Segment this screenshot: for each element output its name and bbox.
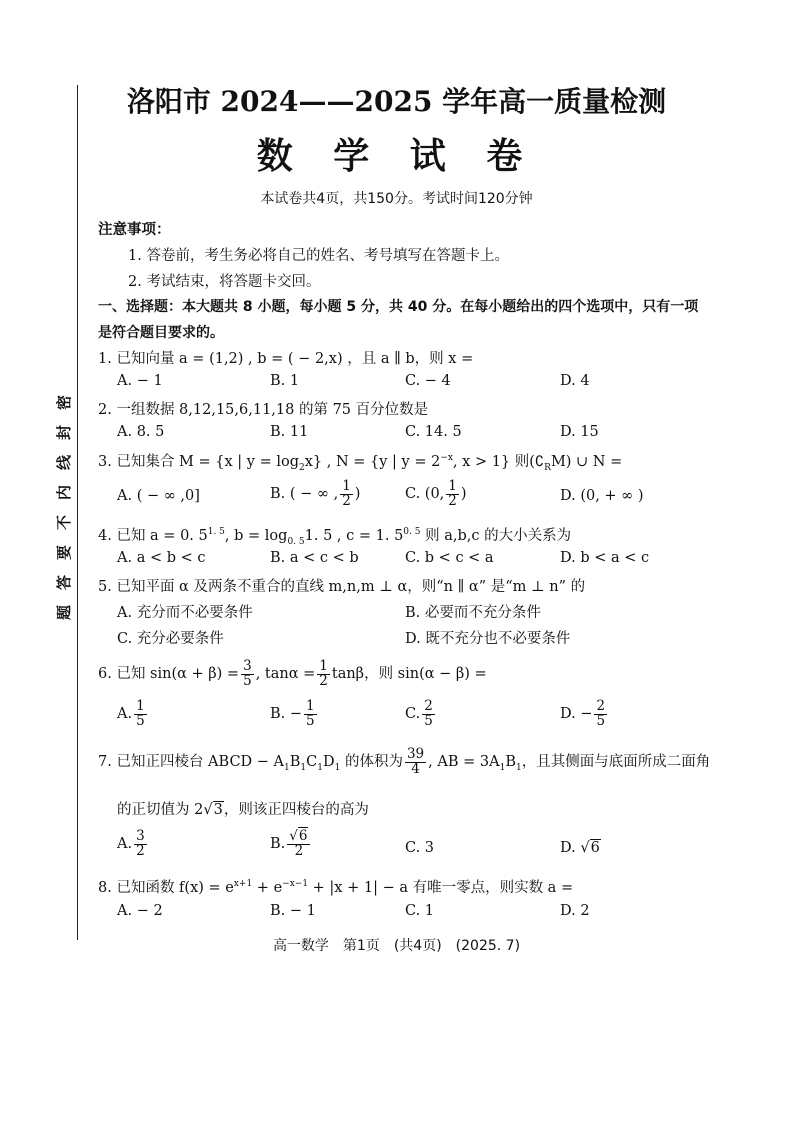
- denominator: 2: [319, 672, 328, 689]
- fraction: [287, 830, 310, 858]
- question-8-stem: [98, 876, 573, 897]
- seal-char: 要: [55, 544, 74, 561]
- page-footer: 高一数学 第1页 (共4页) (2025. 7): [272, 938, 521, 954]
- denominator: 2: [136, 842, 145, 859]
- q7-text: ，则该正四棱台的高为: [223, 802, 369, 818]
- sqrt-radicand: 3: [213, 802, 223, 818]
- seal-char: 不: [55, 514, 74, 531]
- question-7-stem-cont: 的正切值为 2√3，则该正四棱台的高为: [117, 802, 369, 818]
- numerator: 1: [136, 698, 145, 714]
- fraction: [134, 700, 147, 728]
- q2-option-d: D. 15: [560, 424, 599, 440]
- exam-info: 本试卷共4页，共150分。考试时间120分钟: [260, 191, 533, 207]
- q6-option-b: [270, 700, 319, 728]
- q3-b-text: ): [354, 486, 361, 502]
- denominator: 4: [411, 760, 420, 777]
- q4-option-b: B. a < c < b: [270, 550, 359, 566]
- seal-char: 密: [55, 394, 74, 411]
- q4-text: 1. 5 , c = 1. 5: [304, 528, 404, 544]
- q4-option-a: A. a < b < c: [117, 550, 206, 566]
- section-1-heading: 一、选择题：本大题共 8 小题，每小题 5 分，共 40 分。在每小题给出的四个选项中，只有一项: [98, 299, 699, 315]
- question-1-stem: 1. 已知向量 a = (1,2) , b = ( − 2,x) ，且 a ∥ b，则 x =: [98, 351, 474, 367]
- q8-option-a: A. − 2: [117, 903, 163, 919]
- q6-c-label: C.: [405, 706, 421, 722]
- numerator: √6: [287, 830, 310, 845]
- q6-text: tanβ，则 sin(α − β) =: [331, 666, 487, 682]
- q7-option-c: C. 3: [405, 840, 435, 856]
- q3-sub: 2: [298, 462, 305, 473]
- q5-option-b: B. 必要而不充分条件: [405, 605, 541, 621]
- q7-option-b: [270, 830, 312, 858]
- section-1-heading-cont: 是符合题目要求的。: [98, 325, 224, 341]
- q8-option-c: C. 1: [405, 903, 435, 919]
- q2-option-b: B. 11: [270, 424, 309, 440]
- q8-sup: x+1: [233, 879, 253, 890]
- q7-text: 的体积为: [340, 754, 403, 770]
- q5-option-d: D. 既不充分也不必要条件: [405, 631, 571, 647]
- q4-option-c: C. b < c < a: [405, 550, 494, 566]
- q7-text: C: [306, 754, 318, 770]
- q3-option-a: A. ( − ∞ ,0]: [117, 488, 200, 504]
- q6-d-label: D. −: [560, 706, 593, 722]
- question-6-stem: [98, 660, 487, 688]
- question-7-stem: [98, 748, 710, 776]
- fraction: [446, 480, 459, 508]
- q7-option-a: [117, 830, 149, 858]
- seal-char: 内: [55, 484, 74, 501]
- q1-option-b: B. 1: [270, 373, 300, 389]
- denominator: 5: [243, 672, 252, 689]
- q7-text: , AB = 3A: [428, 754, 500, 770]
- numerator: 2: [596, 698, 606, 714]
- notes-item-2: 2. 考试结束，将答题卡交回。: [128, 274, 321, 290]
- seal-char: 封: [55, 424, 74, 441]
- sqrt-radicand: 6: [590, 840, 600, 856]
- q7-option-d: D. √6: [560, 840, 600, 856]
- denominator: 5: [424, 712, 433, 729]
- question-5-stem: 5. 已知平面 α 及两条不重合的直线 m,n,m ⊥ α，则“n ∥ α” 是“m ⊥ n” 的: [98, 579, 586, 595]
- seal-char: 题: [55, 604, 74, 621]
- numerator: 1: [448, 478, 457, 494]
- q6-b-label: B. −: [270, 706, 303, 722]
- q8-text: 8. 已知函数 f(x) = e: [98, 880, 234, 896]
- numerator: 3: [136, 828, 145, 844]
- q2-option-c: C. 14. 5: [405, 424, 462, 440]
- question-3-stem: [98, 450, 622, 473]
- q7-sub: 1: [300, 762, 307, 773]
- seal-line-notice: [56, 395, 74, 620]
- q3-sup: −x: [440, 453, 453, 464]
- q3-option-b: [270, 480, 360, 508]
- q6-text: , tanα =: [255, 666, 316, 682]
- q6-option-d: [560, 700, 609, 728]
- q4-text: , b = log: [224, 528, 288, 544]
- notes-heading: 注意事项：: [98, 222, 171, 238]
- exam-title: 洛阳市 2024——2025 学年高一质量检测: [126, 85, 667, 118]
- numerator: 39: [406, 746, 425, 762]
- q7-text: ，且其侧面与底面所成二面角: [521, 754, 711, 770]
- q3-b-text: B. ( − ∞ ,: [270, 486, 339, 502]
- q7-a-label: A.: [117, 836, 133, 852]
- q7-text: B: [289, 754, 301, 770]
- q3-text: , x > 1} 则(∁: [452, 454, 545, 470]
- q3-text: 3. 已知集合 M = {x | y = log: [98, 454, 299, 470]
- numerator: 2: [424, 698, 433, 714]
- q3-sub: R: [544, 462, 551, 473]
- q1-option-c: C. − 4: [405, 373, 451, 389]
- q7-text: 7. 已知正四棱台 ABCD − A: [98, 754, 285, 770]
- q1-option-d: D. 4: [560, 373, 590, 389]
- q4-sup: 1. 5: [207, 527, 225, 538]
- q6-option-a: [117, 700, 149, 728]
- q7-sub: 1: [499, 762, 506, 773]
- fraction: [422, 700, 435, 728]
- q3-text: x} , N = {y | y = 2: [304, 454, 441, 470]
- fraction: [317, 660, 330, 688]
- q4-sup: 0. 5: [403, 527, 421, 538]
- seal-char: 答: [55, 574, 74, 591]
- q6-text: 6. 已知 sin(α + β) =: [98, 666, 240, 682]
- q5-option-a: A. 充分而不必要条件: [117, 605, 253, 621]
- q8-option-b: B. − 1: [270, 903, 316, 919]
- fraction: [594, 700, 607, 728]
- q7-sub: 1: [317, 762, 323, 773]
- question-4-stem: [98, 524, 571, 547]
- fraction: [405, 748, 426, 776]
- denominator: 5: [596, 712, 606, 729]
- denominator: 5: [306, 712, 315, 729]
- denominator: 5: [136, 712, 145, 729]
- q4-text: 4. 已知 a = 0. 5: [98, 528, 208, 544]
- q3-option-c: [405, 480, 467, 508]
- q6-a-label: A.: [117, 706, 133, 722]
- denominator: 2: [342, 492, 351, 509]
- fraction: [304, 700, 317, 728]
- numerator: 1: [319, 658, 328, 674]
- exam-subtitle: 数 学 试 卷: [256, 135, 537, 177]
- q3-c-text: C. (0,: [405, 486, 445, 502]
- q4-sub: 0. 5: [287, 536, 305, 547]
- numerator: 3: [243, 658, 252, 674]
- q7-sub: 1: [334, 762, 341, 773]
- fraction: [241, 660, 254, 688]
- q7-text: D: [322, 754, 335, 770]
- fraction: [340, 480, 353, 508]
- q4-option-d: D. b < a < c: [560, 550, 650, 566]
- q4-text: 则 a,b,c 的大小关系为: [420, 528, 572, 544]
- question-2-stem: 2. 一组数据 8,12,15,6,11,18 的第 75 百分位数是: [98, 402, 429, 418]
- numerator: 1: [342, 478, 351, 494]
- q7-sub: 1: [515, 762, 522, 773]
- seal-char: 线: [55, 454, 74, 471]
- q7-d-label: D.: [560, 840, 576, 856]
- notes-item-1: 1. 答卷前，考生务必将自己的姓名、考号填写在答题卡上。: [128, 248, 509, 264]
- q7-b-label: B.: [270, 836, 286, 852]
- q3-option-d: D. (0, + ∞ ): [560, 488, 644, 504]
- denominator: 2: [294, 842, 304, 859]
- q1-option-a: A. − 1: [117, 373, 163, 389]
- q3-text: M) ∪ N =: [550, 454, 623, 470]
- q5-option-c: C. 充分必要条件: [117, 631, 224, 647]
- q8-text: + e: [252, 880, 283, 896]
- q7-text: 的正切值为 2: [117, 802, 204, 818]
- denominator: 2: [448, 492, 457, 509]
- binding-margin-line: [77, 85, 78, 940]
- sqrt-radicand: 6: [298, 828, 308, 844]
- q3-c-text: ): [460, 486, 467, 502]
- q7-sub: 1: [284, 762, 290, 773]
- q8-text: + |x + 1| − a 有唯一零点，则实数 a =: [308, 880, 574, 896]
- numerator: 1: [306, 698, 315, 714]
- q8-sup: −x−1: [282, 879, 309, 890]
- q7-text: B: [505, 754, 516, 770]
- q2-option-a: A. 8. 5: [117, 424, 165, 440]
- q8-option-d: D. 2: [560, 903, 590, 919]
- q6-option-c: [405, 700, 437, 728]
- fraction: [134, 830, 147, 858]
